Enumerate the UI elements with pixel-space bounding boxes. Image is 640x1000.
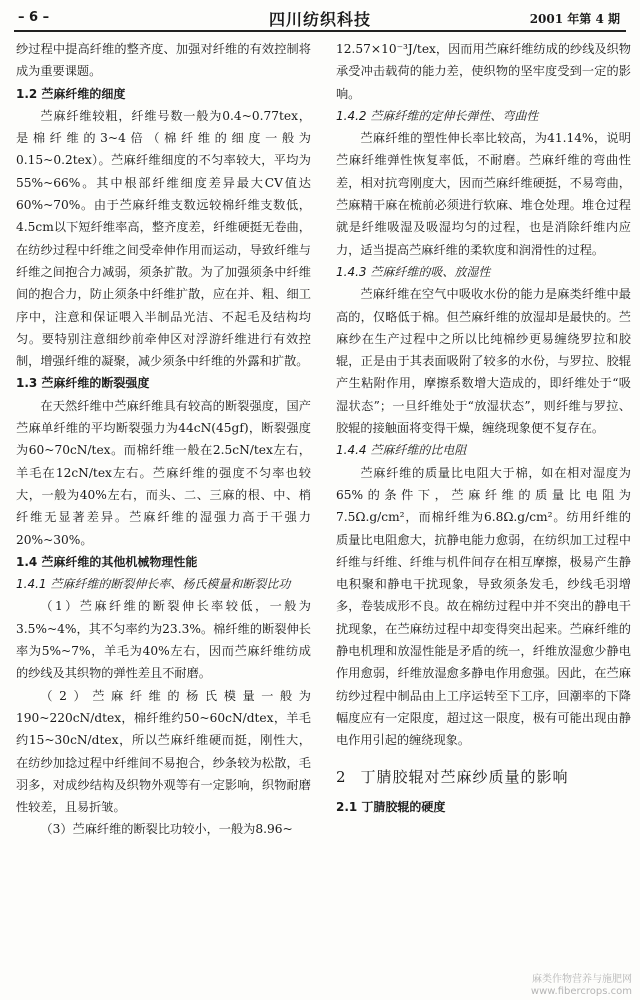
- running-header: [14, 6, 626, 32]
- section-title: 丁腈胶辊对苎麻纱质量的影响: [360, 767, 569, 786]
- subsection-heading-1-4-3: 1.4.3 苎麻纤维的吸、放湿性: [336, 264, 491, 279]
- paragraph: （2）苎麻纤维的杨氏模量一般为190~220cN/dtex，棉纤维约50~60cN/dtex，羊毛约15~30cN/dtex，所以苎麻纤维硬而挺，刚性大，在纺纱加捻过程中纤维间不易抱合，纱条较为松散，毛羽多，对成纱结构及织物外观等有一定影响，织物耐磨性较差，且易折皱。: [16, 688, 311, 815]
- watermark: [531, 974, 632, 998]
- issue-label: 2001 年第 4 期: [529, 12, 620, 26]
- paragraph: （1）苎麻纤维的断裂伸长率较低，一般为3.5%~4%，其不匀率约为23.3%。棉纤维的断裂伸长率为5%~7%，羊毛为40%左右，因而苎麻纤维纺成的纱线及其织物的弹性差且不耐磨。: [16, 599, 311, 681]
- section-number: 2: [336, 767, 347, 786]
- paragraph: （3）苎麻纤维的断裂比功较小，一般为8.96~: [40, 822, 293, 837]
- paragraph: 苎麻纤维的质量比电阻大于棉，如在相对湿度为65%的条件下，苎麻纤维的质量比电阻为7.5Ω.g/cm²，而棉纤维为6.8Ω.g/cm²。纺用纤维的质量比电阻愈大，抗静电能力愈弱，在纺织加工过程中纤维与纤维、纤维与机件间存在相互摩擦，极易产生静电积聚和静电干扰现象，导致须条发毛，纱线毛羽增多，卷装成形不良。故在棉纺过程中并不突出的静电干扰现象，在苎麻纺过程中却变得突出起来。苎麻纤维的静电机理和放湿性能是矛盾的统一，纤维放湿愈少静电作用愈弱，纤维放湿愈多静电作用愈强。因此，在苎麻纺纱过程中制品由上工序运转至下工序，回潮率的下降幅度应有一定限度，超过这一限度，极有可能出现由静电作用引起的缠绕现象。: [336, 465, 631, 748]
- subsection-heading-1-4-1: 1.4.1 苎麻纤维的断裂伸长率、杨氏模量和断裂比功: [16, 577, 291, 592]
- paragraph: 在天然纤维中苎麻纤维具有较高的断裂强度，国产苎麻单纤维的平均断裂强力为44cN(45gf)，断裂强度为60~70cN/tex。而棉纤维一般在2.5cN/tex左右，羊毛在12cN/tex左右。苎麻纤维的强度不匀率也较大，一般为40%左右，而头、二、三麻的根、中、梢纤维无显著差异。苎麻纤维的湿强力高于干强力20%~30%。: [16, 398, 311, 547]
- watermark-url: www.fibercrops.com: [530, 986, 632, 997]
- section-heading-2-1: 2.1 丁腈胶辊的硬度: [336, 799, 446, 814]
- left-column: [16, 38, 311, 841]
- subsection-heading-1-4-4: 1.4.4 苎麻纤维的比电阻: [336, 443, 467, 458]
- paragraph: 12.57×10⁻³J/tex，因而用苎麻纤维纺成的纱线及织物承受冲击载荷的能力差，使织物的坚牢度受到一定的影响。: [336, 42, 631, 101]
- right-column: [336, 38, 631, 818]
- paragraph: 苎麻纤维的塑性伸长率比较高，为41.14%，说明苎麻纤维弹性恢复率低，不耐磨。苎麻纤维的弯曲性差，相对抗弯刚度大，因而苎麻纤维硬挺，不易弯曲，苎麻精干麻在梳前必须进行软麻、堆仓处理。堆仓过程就是纤维吸湿及吸湿均匀的过程，也是消除纤维内应力，适当提高苎麻纤维的柔软度和润滑性的过程。: [336, 131, 631, 257]
- subsection-heading-1-4-2: 1.4.2 苎麻纤维的定伸长弹性、弯曲性: [336, 108, 539, 123]
- section-heading-1-3: 1.3 苎麻纤维的断裂强度: [16, 376, 150, 391]
- paragraph: 苎麻纤维较粗，纤维号数一般为0.4~0.77tex，是棉纤维的3~4倍（棉纤维的细度一般为0.15~0.2tex）。苎麻纤维细度的不匀率较大，平均为55%~66%。其中根部纤维细度差异最大CV值达60%~70%。由于苎麻纤维支数远较棉纤维支数低，4.5cm以下短纤维率高，整齐度差，纤维硬挺无卷曲，在纺纱过程中纤维之间受牵伸作用而运动，导致纤维与纤维之间抱合力减弱，须条扩散。为了加强须条中纤维间的抱合力，防止须条中纤维扩散，应在并、粗、细工序中，注意和保证喂入半制品光洁、不起毛及结构均匀。要特别注意细纱前牵伸区对浮游纤维进行有效控制，增强纤维的凝聚，减少须条中纤维的外露和扩散。: [16, 108, 311, 369]
- watermark-name: 麻类作物营养与施肥网: [532, 974, 632, 985]
- paragraph: 苎麻纤维在空气中吸收水份的能力是麻类纤维中最高的，仅略低于棉。但苎麻纤维的放湿却是最快的。苎麻纱在生产过程中之所以比纯棉纱更易缠绕罗拉和胶辊，正是由于其表面吸附了较多的水份，与罗拉、胶辊产生粘附作用，摩擦系数增大造成的，即纤维处于“吸湿状态”；一旦纤维处于“放湿状态”，则纤维与罗拉、胶辊的接触面将变得干燥，缠绕现象便不复存在。: [336, 287, 631, 436]
- section-heading-2: [336, 766, 631, 788]
- section-heading-1-2: 1.2 苎麻纤维的细度: [16, 86, 126, 101]
- journal-title: 四川纺织科技: [268, 10, 371, 29]
- paragraph: 纱过程中提高纤维的整齐度、加强对纤维的有效控制将成为重要课题。: [16, 42, 311, 79]
- section-heading-1-4: 1.4 苎麻纤维的其他机械物理性能: [16, 554, 198, 569]
- page-number: – 6 –: [18, 10, 50, 25]
